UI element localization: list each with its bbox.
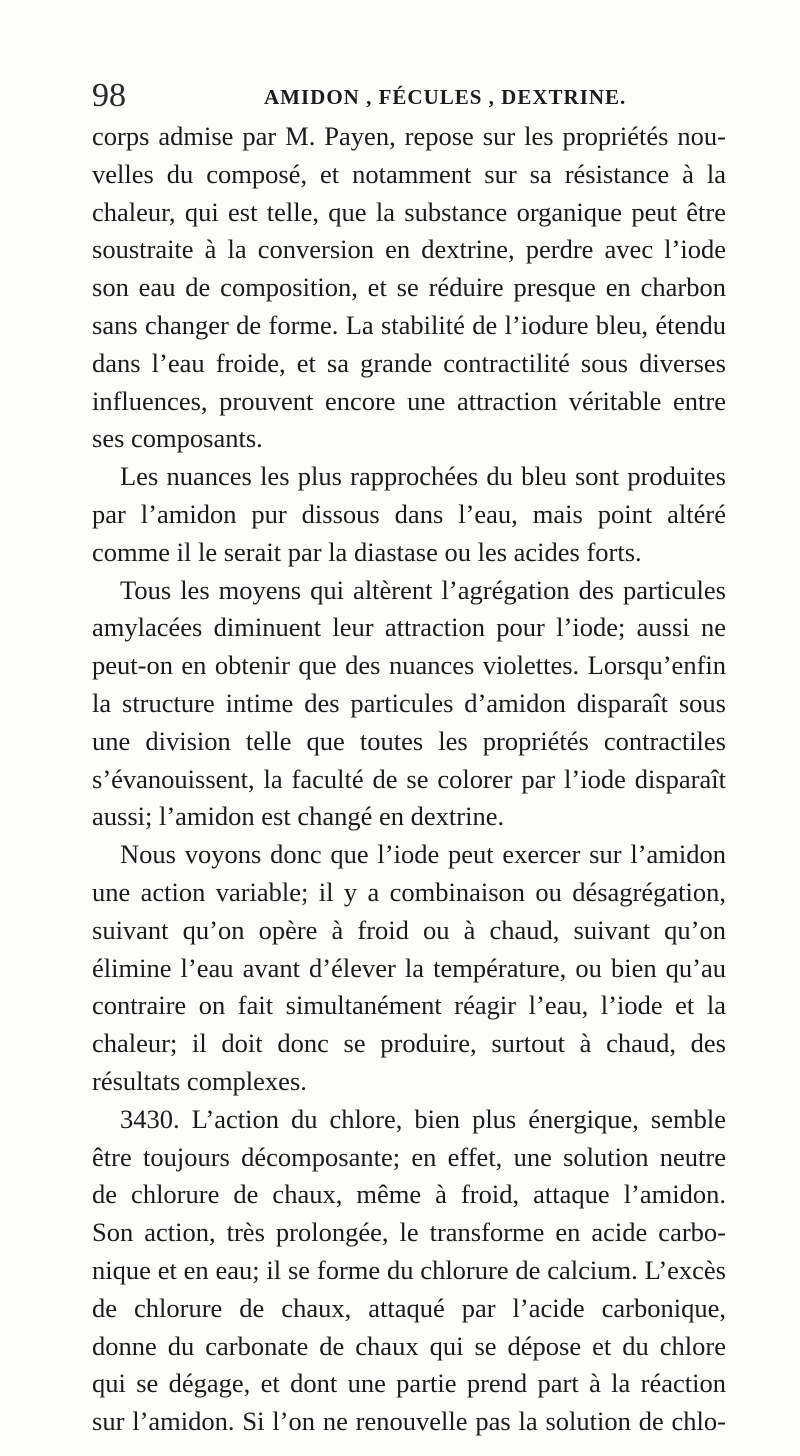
text-line: Son action, très prolongée, le transforme en acide carbo- [92,1217,726,1248]
text-line: chaleur, qui est telle, que la substance organique peut être [92,196,726,227]
text-line: s’évanouissent, la faculté de se colorer par l’iode disparaît [92,763,726,794]
text-line: qui se dégage, et dont une partie prend part à la réaction [92,1368,726,1399]
text-line: influences, prouvent encore une attraction véritable entre [92,385,726,416]
text-line: la structure intime des particules d’amidon disparaît sous [92,687,726,718]
text-line: soustraite à la conversion en dextrine, perdre avec l’iode [92,234,726,265]
text-line: 3430. L’action du chlore, bien plus énergique, semble [120,1103,726,1134]
text-line: de chlorure de chaux, même à froid, attaque l’amidon. [92,1179,726,1210]
text-line: aussi; l’amidon est changé en dextrine. [92,801,505,832]
text-line: sur l’amidon. Si l’on ne renouvelle pas la solution de chlo- [92,1406,726,1437]
body-text [92,118,726,1441]
text-line: corps admise par M. Payen, repose sur les propriétés nou- [92,121,726,151]
text-line: son eau de composition, et se réduire presque en charbon [92,272,726,303]
text-line: dans l’eau froide, et sa grande contractilité sous diverses [92,347,726,378]
text-line: une action variable; il y a combinaison ou désagrégation, [92,876,726,907]
page-number: 98 [92,77,126,114]
text-line: par l’amidon pur dissous dans l’eau, mais point altéré [92,498,726,529]
text-line: nique et en eau; il se forme du chlorure de calcium. L’excès [92,1254,726,1285]
text-line: amylacées diminuent leur attraction pour l’iode; aussi ne [92,612,726,643]
text-line: contraire on fait simultanément réagir l’eau, l’iode et la [92,990,726,1021]
text-line: Les nuances les plus rapprochées du bleu sont produites [120,461,726,492]
text-line: peut-on en obtenir que des nuances violettes. Lorsqu’enfin [92,650,726,681]
text-line: être toujours décomposante; en effet, une solution neutre [92,1141,726,1172]
page-header [92,76,732,116]
text-line: résultats complexes. [92,1065,307,1096]
text-line: sans changer de forme. La stabilité de l’iodure bleu, étendu [92,309,726,340]
text-line: chaleur; il doit donc se produire, surtout à chaud, des [92,1028,726,1059]
text-line: élimine l’eau avant d’élever la température, ou bien qu’au [92,952,726,983]
text-line: velles du composé, et notamment sur sa résistance à la [92,158,726,189]
text-line: Tous les moyens qui altèrent l’agrégation des particules [120,574,726,605]
text-line: Nous voyons donc que l’iode peut exercer sur l’amidon [120,839,726,870]
text-line: comme il le serait par la diastase ou les acides forts. [92,536,642,567]
text-line: une division telle que toutes les propriétés contractiles [92,725,726,756]
text-line: de chlorure de chaux, attaqué par l’acide carbonique, [92,1292,726,1323]
text-line: ses composants. [92,423,263,454]
text-line: donne du carbonate de chaux qui se dépose et du chlore [92,1330,726,1361]
text-line: suivant qu’on opère à froid ou à chaud, suivant qu’on [92,914,726,945]
running-title: AMIDON , FÉCULES , DEXTRINE. [264,85,627,109]
